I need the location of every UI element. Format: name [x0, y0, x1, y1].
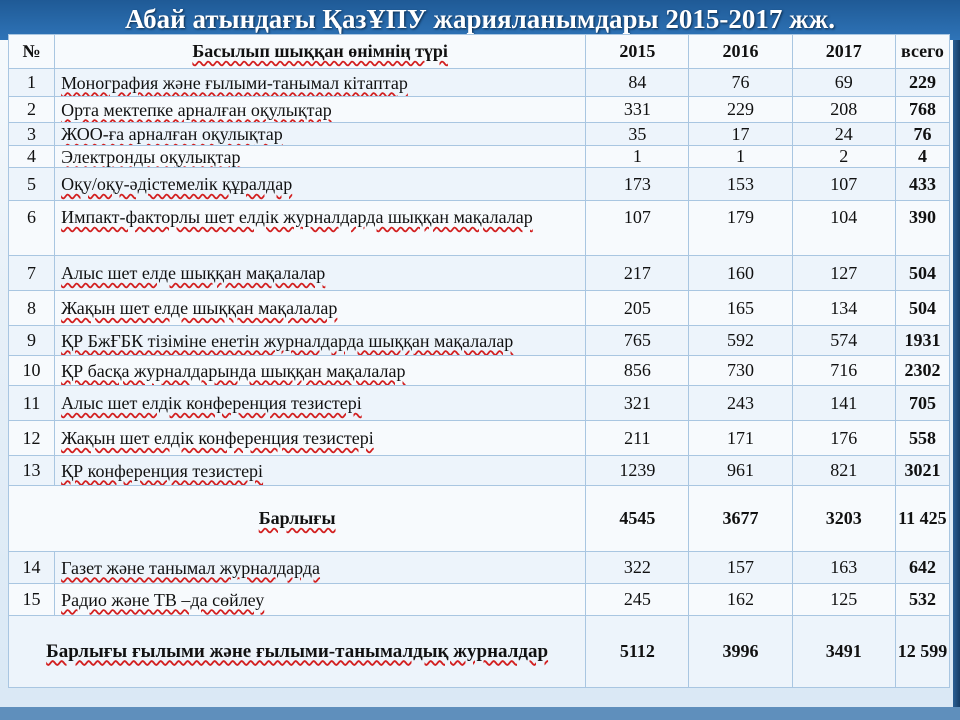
row-number: 15 — [9, 584, 55, 616]
value-2016: 171 — [689, 421, 792, 456]
table-row — [9, 356, 950, 386]
value-total: 433 — [895, 168, 949, 201]
value-total: 705 — [895, 386, 949, 421]
subtotal-2016: 3677 — [689, 486, 792, 552]
publications-table — [8, 34, 950, 688]
row-number: 9 — [9, 326, 55, 356]
table-row — [9, 552, 950, 584]
row-number: 11 — [9, 386, 55, 421]
subtotal-label: Барлығы — [9, 486, 586, 552]
value-total: 2302 — [895, 356, 949, 386]
value-total: 390 — [895, 201, 949, 256]
value-total: 4 — [895, 146, 949, 168]
header-total: всего — [895, 35, 949, 69]
value-2015: 173 — [586, 168, 689, 201]
row-number: 13 — [9, 456, 55, 486]
value-2017: 716 — [792, 356, 895, 386]
table-row — [9, 326, 950, 356]
value-2015: 765 — [586, 326, 689, 356]
table-row — [9, 456, 950, 486]
value-2016: 160 — [689, 256, 792, 291]
value-2017: 2 — [792, 146, 895, 168]
grand-total-total: 12 599 — [895, 616, 949, 688]
value-2017: 208 — [792, 97, 895, 123]
table-row — [9, 584, 950, 616]
value-2017: 104 — [792, 201, 895, 256]
value-2017: 141 — [792, 386, 895, 421]
table-row — [9, 201, 950, 256]
row-number: 5 — [9, 168, 55, 201]
value-2016: 76 — [689, 69, 792, 97]
value-2016: 229 — [689, 97, 792, 123]
value-2015: 107 — [586, 201, 689, 256]
value-total: 229 — [895, 69, 949, 97]
row-number: 8 — [9, 291, 55, 326]
table-row — [9, 256, 950, 291]
value-2017: 574 — [792, 326, 895, 356]
value-2016: 961 — [689, 456, 792, 486]
row-name: Газет және танымал журналдарда — [55, 552, 586, 584]
value-2015: 856 — [586, 356, 689, 386]
value-total: 504 — [895, 256, 949, 291]
row-number: 6 — [9, 201, 55, 256]
value-2017: 176 — [792, 421, 895, 456]
value-2016: 17 — [689, 123, 792, 146]
value-2016: 243 — [689, 386, 792, 421]
row-name: ЖОО-ға арналған оқулықтар — [55, 123, 586, 146]
row-name: Алыс шет елдік конференция тезистері — [55, 386, 586, 421]
subtotal-total: 11 425 — [895, 486, 949, 552]
table-row — [9, 97, 950, 123]
value-total: 558 — [895, 421, 949, 456]
table-row — [9, 291, 950, 326]
value-2017: 125 — [792, 584, 895, 616]
row-name: ҚР БжҒБК тізіміне енетін журналдарда шыққан мақалалар — [55, 326, 586, 356]
row-name: Жақын шет елде шыққан мақалалар — [55, 291, 586, 326]
value-2015: 205 — [586, 291, 689, 326]
value-total: 1931 — [895, 326, 949, 356]
value-2015: 322 — [586, 552, 689, 584]
value-total: 532 — [895, 584, 949, 616]
value-total: 3021 — [895, 456, 949, 486]
row-name: Электронды оқулықтар — [55, 146, 586, 168]
header-no: № — [9, 35, 55, 69]
value-2017: 134 — [792, 291, 895, 326]
grand-total-row — [9, 616, 950, 688]
table-row — [9, 123, 950, 146]
bottom-strip — [0, 707, 960, 720]
row-number: 2 — [9, 97, 55, 123]
value-2015: 321 — [586, 386, 689, 421]
grand-total-2015: 5112 — [586, 616, 689, 688]
value-2015: 211 — [586, 421, 689, 456]
row-number: 3 — [9, 123, 55, 146]
table-row — [9, 421, 950, 456]
row-number: 1 — [9, 69, 55, 97]
value-2015: 84 — [586, 69, 689, 97]
value-2016: 179 — [689, 201, 792, 256]
row-name: ҚР басқа журналдарында шыққан мақалалар — [55, 356, 586, 386]
row-name: Орта мектепке арналған оқулықтар — [55, 97, 586, 123]
slide-edge — [953, 40, 960, 720]
value-2015: 1 — [586, 146, 689, 168]
value-2016: 730 — [689, 356, 792, 386]
row-name: ҚР конференция тезистері — [55, 456, 586, 486]
value-2017: 163 — [792, 552, 895, 584]
row-number: 7 — [9, 256, 55, 291]
value-2015: 245 — [586, 584, 689, 616]
row-number: 14 — [9, 552, 55, 584]
header-2017: 2017 — [792, 35, 895, 69]
table-row — [9, 168, 950, 201]
row-number: 12 — [9, 421, 55, 456]
slide-title: Абай атындағы ҚазҰПУ жарияланымдары 2015-2017 жж. — [125, 4, 835, 34]
row-name: Импакт-факторлы шет елдік журналдарда шыққан мақалалар — [55, 201, 586, 256]
value-2016: 153 — [689, 168, 792, 201]
value-2015: 217 — [586, 256, 689, 291]
table-row — [9, 386, 950, 421]
value-2017: 821 — [792, 456, 895, 486]
grand-total-label: Барлығы ғылыми және ғылыми-танымалдық журналдар — [9, 616, 586, 688]
header-name: Басылып шыққан өнімнің түрі — [55, 35, 586, 69]
value-2017: 24 — [792, 123, 895, 146]
grand-total-2017: 3491 — [792, 616, 895, 688]
header-row — [9, 35, 950, 69]
row-name: Жақын шет елдік конференция тезистері — [55, 421, 586, 456]
value-2017: 69 — [792, 69, 895, 97]
subtotal-row — [9, 486, 950, 552]
value-2016: 592 — [689, 326, 792, 356]
table-row — [9, 69, 950, 97]
value-2017: 107 — [792, 168, 895, 201]
table-row — [9, 146, 950, 168]
header-2015: 2015 — [586, 35, 689, 69]
row-name: Монография және ғылыми-танымал кітаптар — [55, 69, 586, 97]
subtotal-2017: 3203 — [792, 486, 895, 552]
value-2016: 157 — [689, 552, 792, 584]
row-name: Алыс шет елде шыққан мақалалар — [55, 256, 586, 291]
row-name: Радио және ТВ –да сөйлеу — [55, 584, 586, 616]
value-total: 504 — [895, 291, 949, 326]
value-total: 76 — [895, 123, 949, 146]
value-2017: 127 — [792, 256, 895, 291]
value-2015: 1239 — [586, 456, 689, 486]
row-number: 4 — [9, 146, 55, 168]
value-2015: 331 — [586, 97, 689, 123]
row-number: 10 — [9, 356, 55, 386]
subtotal-2015: 4545 — [586, 486, 689, 552]
value-2016: 165 — [689, 291, 792, 326]
value-total: 642 — [895, 552, 949, 584]
value-2016: 1 — [689, 146, 792, 168]
grand-total-2016: 3996 — [689, 616, 792, 688]
value-2016: 162 — [689, 584, 792, 616]
row-name: Оқу/оқу-әдістемелік құралдар — [55, 168, 586, 201]
value-2015: 35 — [586, 123, 689, 146]
header-2016: 2016 — [689, 35, 792, 69]
value-total: 768 — [895, 97, 949, 123]
